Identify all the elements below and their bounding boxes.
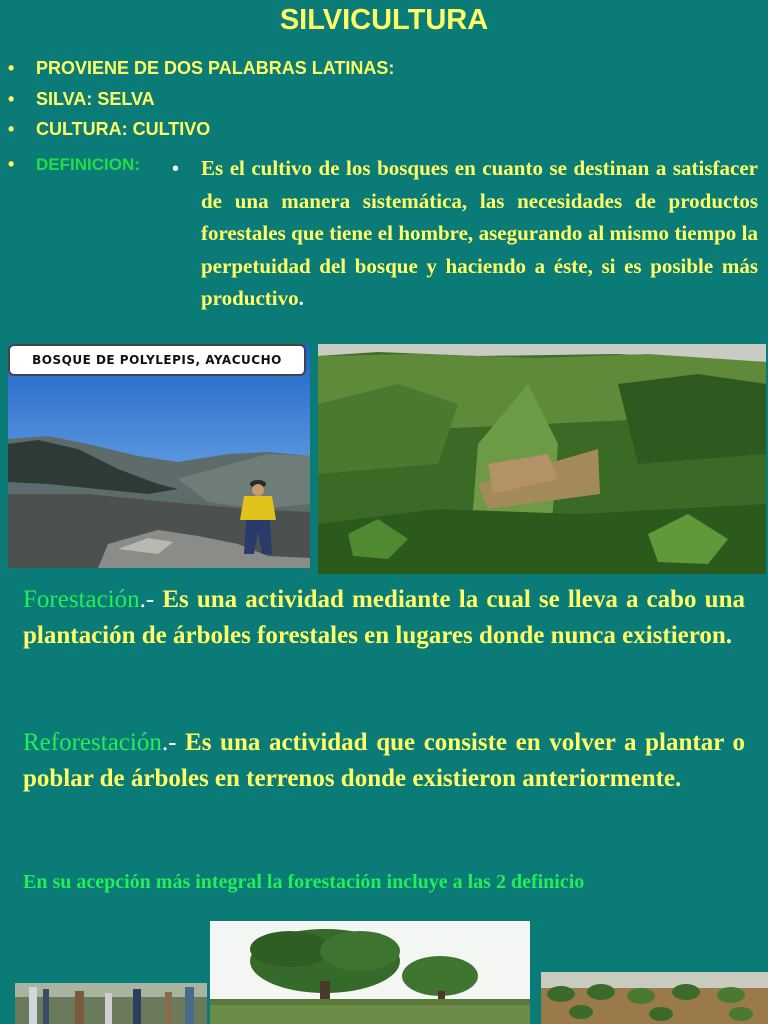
hillside-forest-photo (318, 344, 766, 574)
bullet-item (8, 89, 155, 110)
bullet-text: PROVIENE DE DOS PALABRAS LATINAS: (36, 58, 395, 78)
definition-end: . (298, 286, 304, 310)
definition-body: Es el cultivo de los bosques en cuanto se destinan a satisfacer de una manera sistemática, las necesidades de productos forestales que tiene el hombre, asegurando al mismo tiempo la perpetuidad del bosque y haciendo a éste, si es posible más productivo (201, 156, 758, 310)
slide-title: SILVICULTURA (279, 4, 489, 36)
definition-row (8, 154, 140, 175)
tree-field-photo (210, 921, 530, 1024)
reforestacion-paragraph (23, 725, 745, 797)
definition-sub-marker: • (172, 158, 180, 180)
bullet-item (8, 119, 210, 140)
bullet-item (8, 58, 394, 79)
definition-label: DEFINICION: (36, 155, 140, 174)
polylepis-forest-photo (8, 344, 310, 568)
reforestacion-term: Reforestación (23, 729, 162, 756)
definition-text (201, 152, 758, 315)
forestacion-separator: .- (139, 586, 155, 613)
bullet-text: SILVA: SELVA (36, 89, 155, 109)
bullet-marker: • (8, 58, 15, 78)
reforestacion-separator: .- (161, 729, 177, 756)
forestacion-paragraph (23, 582, 745, 654)
people-planting-photo (15, 983, 207, 1024)
forestacion-term: Forestación (23, 586, 140, 613)
photo-caption: BOSQUE DE POLYLEPIS, AYACUCHO (8, 344, 306, 376)
bullet-marker: • (8, 154, 15, 174)
reforestacion-text: Es una actividad que consiste en volver a plantar o poblar de árboles en terrenos donde existieron anteriormente. (23, 729, 745, 792)
forestacion-text: Es una actividad mediante la cual se lleva a cabo una plantación de árboles forestales en lugares donde nunca existieron. (23, 586, 745, 649)
bullet-marker: • (8, 89, 15, 109)
tree-plantation-photo (541, 972, 768, 1024)
closing-note: En su acepción más integral la forestación incluye a las 2 definicio (23, 871, 585, 893)
bullet-text: CULTURA: CULTIVO (36, 119, 211, 139)
bullet-marker: • (8, 119, 15, 139)
